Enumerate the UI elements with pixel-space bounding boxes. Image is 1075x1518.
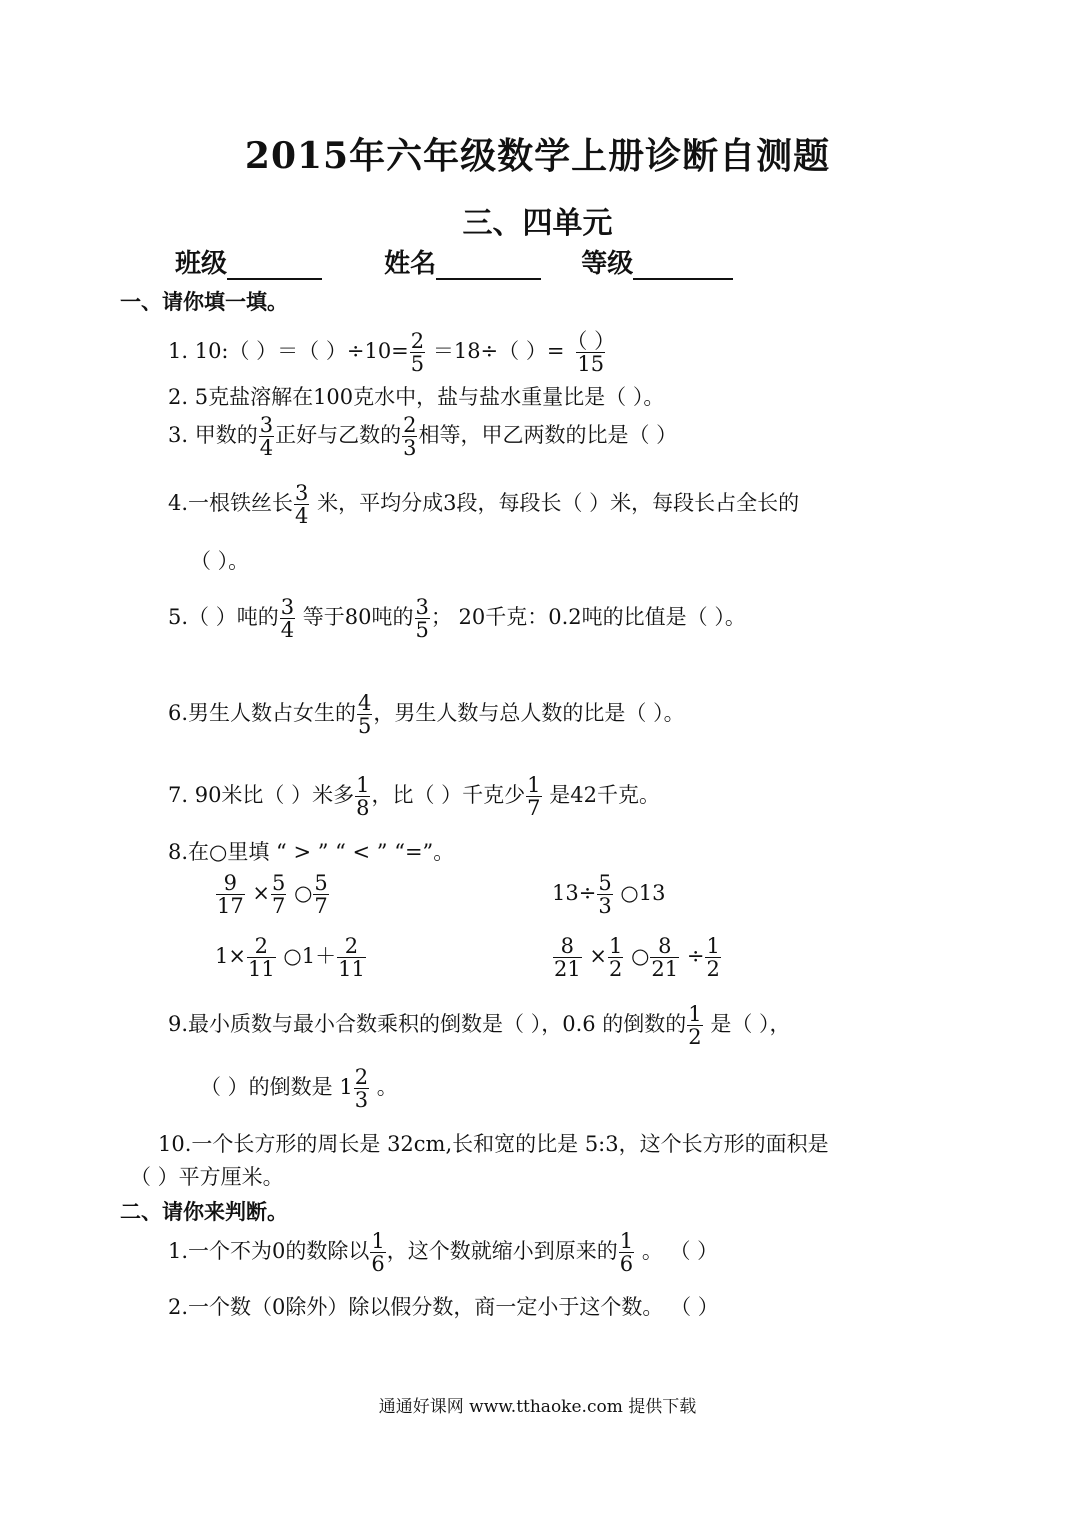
denominator: 21	[651, 957, 679, 981]
denominator: 11	[247, 957, 275, 981]
grade-blank[interactable]	[633, 252, 733, 280]
numerator: 9	[223, 871, 238, 895]
section1-heading: 一、请你填一填。	[120, 289, 288, 314]
judge-1	[168, 1230, 718, 1275]
q7-text-b: ，比（ ）千克少	[371, 783, 526, 807]
question-3	[168, 414, 677, 459]
denominator: 4	[280, 618, 295, 642]
q7-text-a: 7. 90米比（ ）米多	[168, 783, 355, 807]
compare-row2-right	[552, 935, 722, 980]
fraction	[355, 774, 370, 819]
question-4-continued: （ ）。	[190, 549, 250, 573]
numerator: 1	[706, 934, 720, 958]
q3-text-c: 相等，甲乙两数的比是（ ）	[418, 423, 678, 447]
q3-text-b: 正好与乙数的	[275, 423, 402, 447]
fraction	[650, 935, 679, 980]
q9-text-b: 是（ ），	[703, 1012, 791, 1036]
compare-circle[interactable]: ○	[631, 944, 650, 968]
numerator: 5	[314, 871, 328, 895]
fraction	[687, 1003, 702, 1048]
numerator: 5	[272, 871, 286, 895]
numerator: 5	[598, 871, 612, 895]
grade-label: 等级	[581, 249, 634, 279]
compare-text-a: 1×	[215, 944, 246, 968]
denominator: 5	[415, 618, 429, 642]
numerator: 2	[254, 934, 269, 958]
j1-text-b: ，这个数就缩小到原来的	[386, 1239, 618, 1263]
question-5	[168, 596, 746, 641]
fraction	[597, 872, 612, 917]
q4-text-a: 4.一根铁丝长	[168, 491, 294, 515]
question-7	[168, 774, 660, 819]
fraction	[705, 935, 720, 980]
denominator: 4	[295, 504, 309, 528]
question-1	[168, 330, 617, 375]
denominator: 21	[554, 957, 581, 981]
fraction	[553, 935, 582, 980]
numerator: 3	[295, 481, 309, 505]
fraction	[354, 1066, 369, 1111]
denominator: 4	[259, 436, 274, 460]
class-label: 班级	[175, 249, 228, 279]
q5-text-a: 5.（ ）吨的	[168, 605, 279, 629]
fraction	[313, 872, 328, 917]
denominator: 2	[706, 957, 720, 981]
compare-text-a: 13÷	[552, 881, 597, 905]
fraction	[247, 935, 276, 980]
fraction	[415, 596, 430, 641]
question-9	[168, 1003, 791, 1048]
denominator: 11	[338, 957, 365, 981]
numerator: 2	[403, 413, 417, 437]
fraction	[619, 1230, 634, 1275]
fraction	[259, 414, 274, 459]
denominator: 3	[403, 436, 417, 460]
numerator: 1	[688, 1002, 702, 1026]
q9-text-a: 9.最小质数与最小合数乘积的倒数是（ ），0.6 的倒数的	[168, 1012, 687, 1036]
compare-circle[interactable]: ○	[294, 881, 313, 905]
fraction	[608, 935, 623, 980]
question-8: 8.在○里填 “ > ” “ < ” “=”。	[168, 840, 455, 864]
compare-row2-left	[215, 935, 367, 980]
student-info-row	[175, 243, 733, 280]
q7-text-c: 是42千克。	[542, 783, 660, 807]
j1-text-c: 。 （ ）	[635, 1239, 719, 1263]
question-2: 2. 5克盐溶解在100克水中，盐与盐水重量比是（ ）。	[168, 385, 665, 409]
denominator: 17	[217, 894, 244, 918]
denominator: 2	[688, 1025, 702, 1049]
numerator: 1	[619, 1229, 634, 1253]
divide-sign: ÷	[686, 944, 705, 968]
numerator: 2	[344, 934, 359, 958]
denominator: 5	[358, 714, 372, 738]
denominator: 8	[356, 796, 370, 820]
q1-text-a: 1. 10:（ ）＝（ ）÷10=	[168, 339, 409, 363]
denominator: 5	[410, 352, 425, 376]
fraction	[271, 872, 286, 917]
fraction	[216, 872, 245, 917]
fraction	[410, 330, 425, 375]
numerator: 2	[410, 329, 425, 353]
judge-2: 2.一个数（0除外）除以假分数，商一定小于这个数。 （ ）	[168, 1295, 719, 1319]
fraction	[294, 482, 309, 527]
compare-text-b: ○1＋	[276, 944, 337, 968]
numerator: 1	[609, 934, 623, 958]
q6-text-b: ，男生人数与总人数的比是（ ）。	[373, 701, 685, 725]
numerator: 3	[259, 413, 274, 437]
denominator: 3	[598, 894, 612, 918]
numerator: 2	[354, 1065, 369, 1089]
multiply-sign: ×	[589, 944, 608, 968]
multiply-sign: ×	[252, 881, 271, 905]
page-subtitle: 三、四单元	[462, 206, 613, 241]
numerator: 3	[415, 595, 429, 619]
denominator: 6	[619, 1252, 634, 1276]
numerator: 3	[280, 595, 295, 619]
question-9-continued	[200, 1066, 398, 1111]
fraction	[526, 774, 541, 819]
question-6	[168, 692, 685, 737]
name-label: 姓名	[384, 249, 437, 279]
j1-text-a: 1.一个不为0的数除以	[168, 1239, 370, 1263]
q6-text-a: 6.男生人数占女生的	[168, 701, 357, 725]
numerator: 8	[560, 934, 575, 958]
q4-text-b: 米，平均分成3段，每段长（ ）米，每段长占全长的	[310, 491, 800, 515]
q5-text-c: ； 20千克：0.2吨的比值是（ ）。	[430, 605, 746, 629]
denominator: 7	[272, 894, 286, 918]
fraction	[357, 692, 372, 737]
numerator: 1	[371, 1229, 385, 1253]
numerator: 4	[358, 691, 372, 715]
page-title: 2015年六年级数学上册诊断自测题	[244, 135, 831, 177]
denominator: 7	[314, 894, 328, 918]
fraction	[402, 414, 417, 459]
q9-cont-a: （ ）的倒数是 1	[200, 1075, 353, 1099]
question-10-continued: （ ）平方厘米。	[130, 1165, 284, 1189]
denominator: 7	[527, 796, 541, 820]
fraction	[280, 596, 295, 641]
class-blank[interactable]	[227, 252, 322, 280]
denominator: 2	[609, 957, 623, 981]
q3-text-a: 3. 甲数的	[168, 423, 258, 447]
question-4	[168, 482, 799, 527]
fraction	[565, 330, 616, 375]
fraction	[370, 1230, 385, 1275]
numerator: 8	[658, 934, 672, 958]
denominator: 3	[354, 1088, 369, 1112]
q5-text-b: 等于80吨的	[296, 605, 414, 629]
name-blank[interactable]	[436, 252, 541, 280]
compare-row1-left	[215, 872, 330, 917]
numerator: 1	[356, 773, 370, 797]
q9-cont-b: 。	[370, 1075, 398, 1099]
question-10: 10.一个长方形的周长是 32cm,长和宽的比是 5:3，这个长方形的面积是	[158, 1132, 829, 1156]
compare-text-b: ○13	[613, 881, 666, 905]
q1-text-b: ＝18÷（ ）=	[426, 339, 565, 363]
numerator: （ ）	[566, 329, 616, 353]
numerator: 1	[527, 773, 541, 797]
denominator: 15	[577, 352, 605, 376]
fraction	[337, 935, 366, 980]
section2-heading: 二、请你来判断。	[120, 1199, 288, 1224]
compare-row1-right	[552, 872, 665, 917]
footer-credit: 通通好课网 www.tthaoke.com 提供下载	[378, 1397, 697, 1417]
denominator: 6	[371, 1252, 385, 1276]
